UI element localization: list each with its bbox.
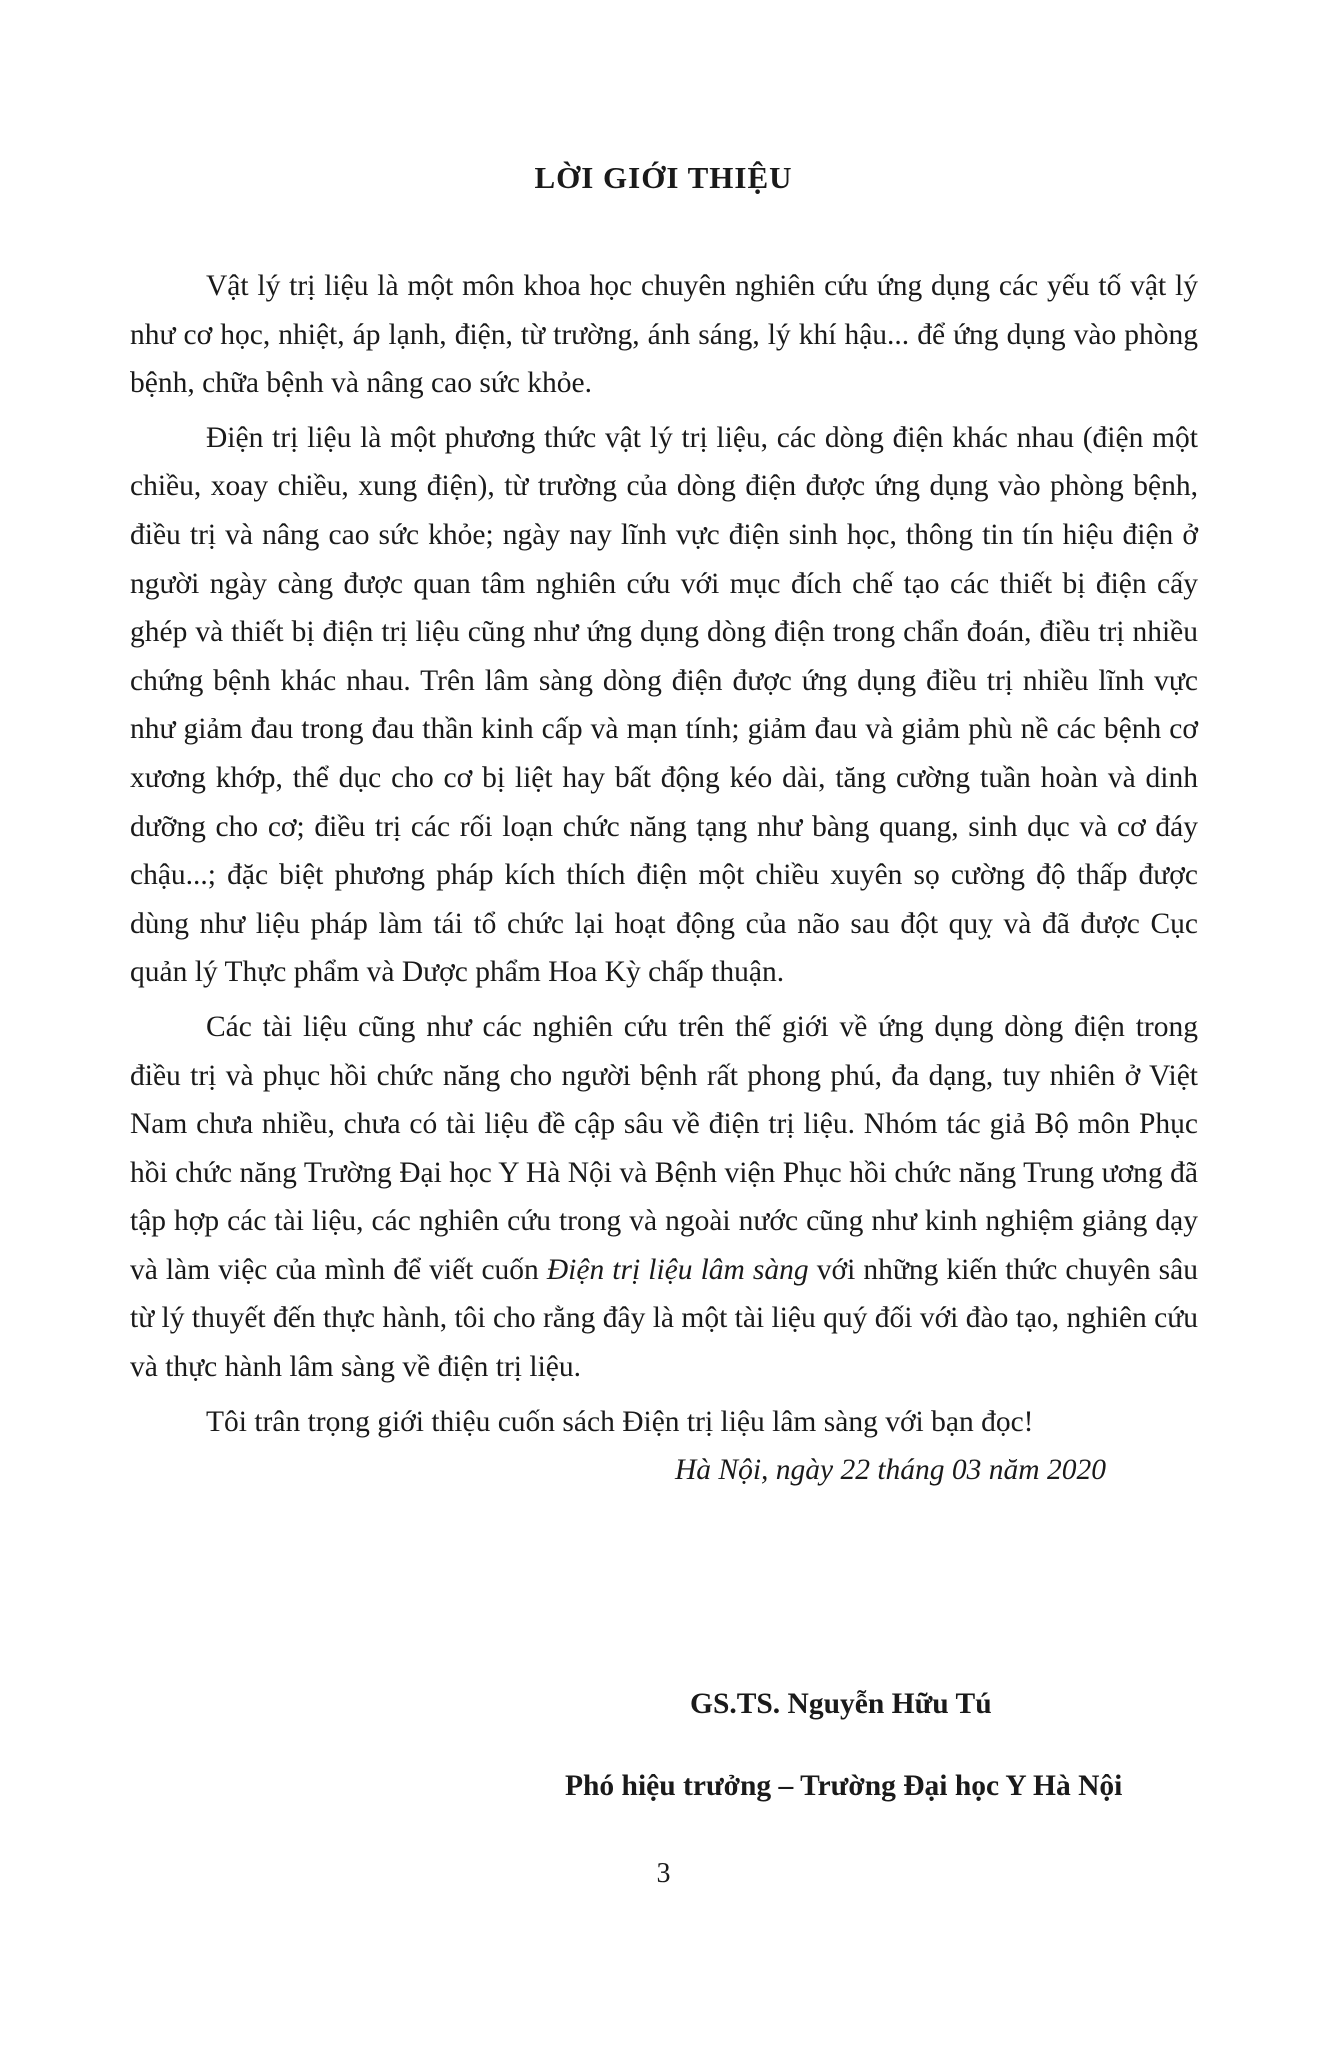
signature-name: GS.TS. Nguyễn Hữu Tú bbox=[690, 1688, 992, 1720]
paragraph-3-part-2: với những kiến thức chuyên sâu từ lý thuyết đến thực hành, tôi cho rằng đây là một tài liệu quý đối với đào tạo, nghiên cứu và thực hành lâm sàng về điện trị liệu. bbox=[130, 1253, 1198, 1384]
signature-title: Phó hiệu trưởng – Trường Đại học Y Hà Nội bbox=[565, 1770, 1123, 1802]
body-text bbox=[130, 262, 1198, 1495]
date-line: Hà Nội, ngày 22 tháng 03 năm 2020 bbox=[674, 1454, 1106, 1487]
closing-sentence: Tôi trân trọng giới thiệu cuốn sách Điện trị liệu lâm sàng với bạn đọc! bbox=[206, 1405, 1034, 1438]
page-number: 3 bbox=[656, 1858, 671, 1889]
paragraph-2: Điện trị liệu là một phương thức vật lý trị liệu, các dòng điện khác nhau (điện một chiều, xoay chiều, xung điện), từ trường của dòng điện được ứng dụng vào phòng bệnh, điều trị và nâng cao sức khỏe; ngày nay lĩnh vực điện sinh học, thông tin tín hiệu điện ở người ngày càng được quan tâm nghiên cứu với mục đích chế tạo các thiết bị điện cấy ghép và thiết bị điện trị liệu cũng như ứng dụng dòng điện trong chẩn đoán, điều trị nhiều chứng bệnh khác nhau. Trên lâm sàng dòng điện được ứng dụng điều trị nhiều lĩnh vực như giảm đau trong đau thần kinh cấp và mạn tính; giảm đau và giảm phù nề các bệnh cơ xương khớp, thể dục cho cơ bị liệt hay bất động kéo dài, tăng cường tuần hoàn và dinh dưỡng cho cơ; điều trị các rối loạn chức năng tạng như bàng quang, sinh dục và cơ đáy chậu...; đặc biệt phương pháp kích thích điện một chiều xuyên sọ cường độ thấp được dùng như liệu pháp làm tái tổ chức lại hoạt động của não sau đột quỵ và đã được Cục quản lý Thực phẩm và Dược phẩm Hoa Kỳ chấp thuận. bbox=[130, 421, 1198, 989]
book-title: Điện trị liệu lâm sàng bbox=[546, 1253, 809, 1286]
page-title: LỜI GIỚI THIỆU bbox=[534, 160, 793, 195]
paragraph-3-part-1: Các tài liệu cũng như các nghiên cứu trên thế giới về ứng dụng dòng điện trong điều trị và phục hồi chức năng cho người bệnh rất phong phú, đa dạng, tuy nhiên ở Việt Nam chưa nhiều, chưa có tài liệu đề cập sâu về điện trị liệu. Nhóm tác giả Bộ môn Phục hồi chức năng Trường Đại học Y Hà Nội và Bệnh viện Phục hồi chức năng Trung ương đã tập hợp các tài liệu, các nghiên cứu trong và ngoài nước cũng như kinh nghiệm giảng dạy và làm việc của mình để viết cuốn bbox=[130, 1010, 1198, 1286]
paragraph-1: Vật lý trị liệu là một môn khoa học chuyên nghiên cứu ứng dụng các yếu tố vật lý như cơ học, nhiệt, áp lạnh, điện, từ trường, ánh sáng, lý khí hậu... để ứng dụng vào phòng bệnh, chữa bệnh và nâng cao sức khỏe. bbox=[130, 270, 1198, 400]
paragraph-3 bbox=[130, 1003, 1198, 1392]
